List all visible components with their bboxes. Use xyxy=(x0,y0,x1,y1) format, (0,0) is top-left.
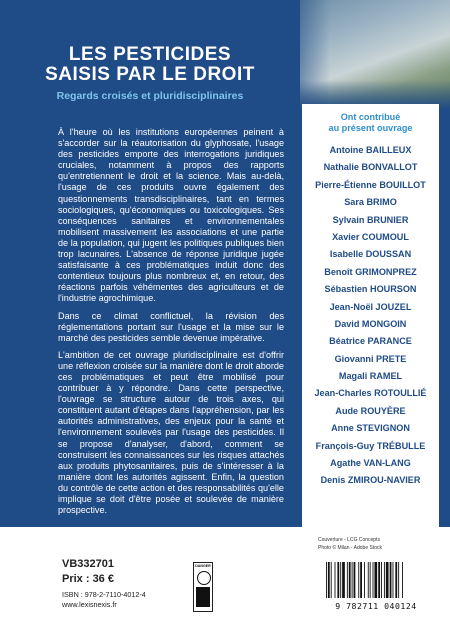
contributor-name: Jean-Noël JOUZEL xyxy=(329,301,412,312)
summary-paragraph-1: À l'heure où les institutions européennes peinent à s'accorder sur la réautorisation du glyphosate, l'usage des pesticides emporte des interrogations juridiques cruciales, notamment à propos des rapports qu'entretiennent le droit et la science. Mais au-delà, l'usage de ces produits ouvre également des questionnements transdisciplinaires, tant en termes sociologiques, qu'économiques ou toxicologiques. Ses conséquences sanitaires et environnementales mobilisent massivement les associations et une partie de la population, qui jugent les politiques publiques bien trop lacunaires. L'absence de réponse juridique jugée satisfaisante à ces problématiques induit donc des contentieux toujours plus nombreux et, en retour, des réactions parfois véhémentes des agriculteurs et de l'industrie agrochimique. xyxy=(58,127,284,304)
contributors-list xyxy=(302,142,439,490)
contributor-name: Antoine BAILLEUX xyxy=(329,145,412,155)
barcode-number: 9 782711 040124 xyxy=(335,601,417,611)
summary-paragraph-3: L'ambition de cet ouvrage pluridisciplinaire est d'offrir une réflexion croisée sur la manière dont le droit aborde ces problématiques et peut être mobilisé pour contribuer à y répondre. Dans cette perspective, l'ouvrage se structure autour de trois axes, qui constituent autant d'étapes dans l'appréhension, par les autorités administratives, des enjeux pour la santé et l'environnement soulevés par l'usage des pesticides. Il se propose d'analyser, d'abord, comment se construisent les connaissances sur les risques attachés aux produits phytosanitaires, puis de s'intéresser à la manière dont les autorités agissent. Enfin, la question du contrôle de cette action et des responsabilités qu'elle implique se doit d'être posée et soulevée de manière prospective. xyxy=(58,349,284,516)
contributors-heading-line-2: au présent ouvrage xyxy=(328,123,413,133)
contributor-name: Xavier COUMOUL xyxy=(332,231,409,242)
contributors-heading-line-1: Ont contribué xyxy=(340,112,401,122)
contributor-name: Sébastien HOURSON xyxy=(324,284,417,295)
contributor-name: Benoît GRIMONPREZ xyxy=(324,266,417,277)
contributor-name: Aude ROUYÈRE xyxy=(335,405,406,416)
danger-word: DANGER xyxy=(195,564,211,568)
contributor-name: Anne STEVIGNON xyxy=(331,423,410,434)
contributor-name: Nathalie BONVALLOT xyxy=(323,162,418,173)
contributor-name: David MONGOIN xyxy=(334,318,407,329)
contributors-heading xyxy=(302,112,439,134)
contributor-name: François-Guy TRÉBULLE xyxy=(315,440,426,451)
contributor-name: Béatrice PARANCE xyxy=(329,336,412,347)
cover-credit: Couverture - LCG Concepts xyxy=(318,537,380,543)
title-line-1: LES PESTICIDES xyxy=(68,44,232,65)
contributor-name: Pierre-Étienne BOUILLOT xyxy=(315,179,426,190)
price: Prix : 36 € xyxy=(62,573,114,585)
subtitle: Regards croisés et pluridisciplinaires xyxy=(56,90,244,102)
title-line-2: SAISIS PAR LE DROIT xyxy=(45,64,255,85)
summary-paragraph-2: Dans ce climat conflictuel, la révision des réglementations portant sur l'usage et la mise sur le marché des pesticides semble devenue impérative. xyxy=(58,310,284,343)
summary-text xyxy=(58,127,284,522)
contributor-name: Jean-Charles ROTOULLIÉ xyxy=(314,388,427,399)
contributor-name: Isabelle DOUSSAN xyxy=(329,249,412,260)
photo-credit: Photo © Milan - Adobe Stock xyxy=(318,545,382,551)
contributor-name: Giovanni PRETE xyxy=(334,353,407,364)
isbn: ISBN : 978-2-7110-4012-4 xyxy=(62,590,146,599)
reference-code: VB332701 xyxy=(62,558,114,570)
danger-photocopy-logo xyxy=(193,562,213,612)
danger-circle-icon xyxy=(197,571,211,585)
contributor-name: Denis ZMIROU-NAVIER xyxy=(320,475,421,486)
danger-bar-icon xyxy=(196,587,210,607)
contributor-name: Sara BRIMO xyxy=(344,197,397,208)
contributors-box xyxy=(302,104,439,528)
contributor-name: Magali RAMEL xyxy=(338,371,403,382)
website: www.lexisnexis.fr xyxy=(62,600,117,609)
barcode-icon xyxy=(324,562,432,598)
contributor-name: Sylvain BRUNIER xyxy=(332,214,409,225)
contributor-name: Agathe VAN-LANG xyxy=(330,458,411,469)
